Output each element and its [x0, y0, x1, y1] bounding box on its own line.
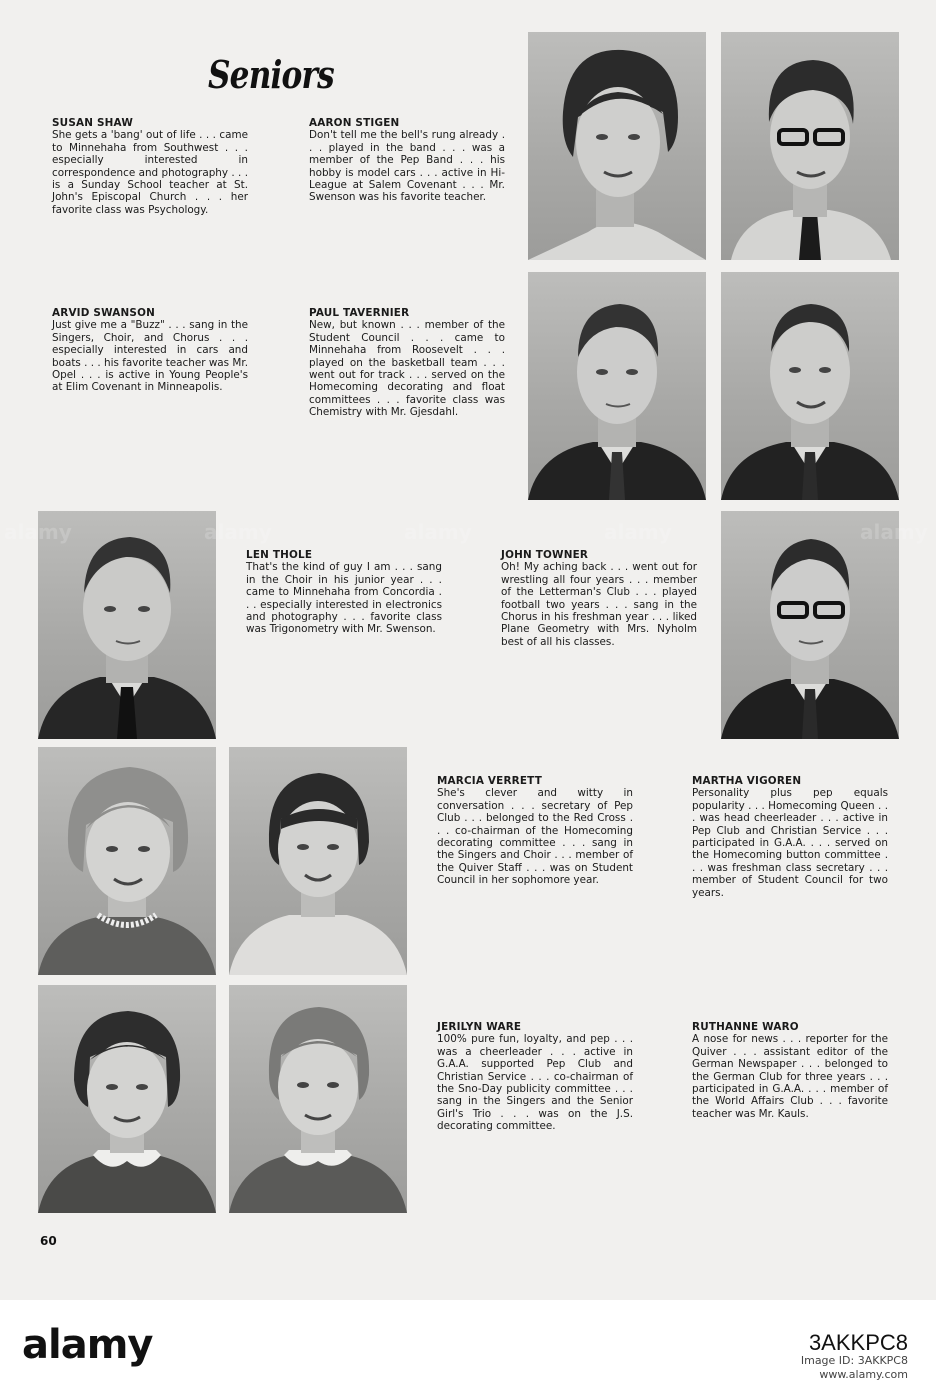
student-bio: Personality plus pep equals popularity . . . Homecoming Queen . . . was head cheerleader . . . active in Pep Club and Christian Service . . . participated in G.A.A. . . . served on the Homecoming button committee . . . was freshman class secretary . . . member of Student Council for two years.: [692, 787, 888, 899]
bio-paul-tavernier: [309, 307, 505, 419]
student-name: RUTHANNE WARO: [692, 1021, 799, 1033]
watermark-text: alamy: [604, 520, 672, 544]
bio-ruthanne-waro: [692, 1021, 888, 1120]
portrait-arvid-swanson: [528, 272, 706, 500]
portrait-len-thole: [38, 511, 216, 739]
portrait-john-towner: [721, 511, 899, 739]
page-number: 60: [40, 1234, 57, 1248]
student-bio: She gets a 'bang' out of life . . . came to Minnehaha from Southwest . . . especially interested in correspondence and photography . . . is a Sunday School teacher at St. John's Episcopal Church . . . her favorite class was Psychology.: [52, 129, 248, 216]
student-name: SUSAN SHAW: [52, 117, 133, 129]
portrait-martha-vigoren: [229, 747, 407, 975]
student-bio: Don't tell me the bell's rung already . . . played in the band . . . was a member of the Pep Band . . . his hobby is model cars . . . active in Hi-League at Salem Covenant . . . Mr. Swenson was his favorite teacher.: [309, 129, 505, 204]
portrait-ruthanne-waro: [229, 985, 407, 1213]
student-bio: Just give me a "Buzz" . . . sang in the Singers, Choir, and Chorus . . . especially interested in cars and boats . . . his favorite teacher was Mr. Opel . . . is active in Young People's at Elim Covenant in Minneapolis.: [52, 319, 248, 394]
image-id-label: Image ID: 3AKKPC8: [800, 1354, 908, 1367]
student-name: MARCIA VERRETT: [437, 775, 542, 787]
portrait-paul-tavernier: [721, 272, 899, 500]
bio-jerilyn-ware: [437, 1021, 633, 1133]
student-name: JERILYN WARE: [437, 1021, 522, 1033]
student-name: JOHN TOWNER: [501, 549, 589, 561]
watermark-text: alamy: [404, 520, 472, 544]
student-bio: Oh! My aching back . . . went out for wrestling all four years . . . member of the Letterman's Club . . . played football two years . . . sang in the Chorus in his freshman year . . . liked Plane Geometry with Mrs. Nyholm best of all his classes.: [501, 561, 697, 648]
page-title: Seniors: [208, 52, 334, 97]
bio-len-thole: [246, 549, 442, 636]
bio-john-towner: [501, 549, 697, 648]
portrait-susan-shaw: [528, 32, 706, 260]
site-url: www.alamy.com: [819, 1368, 908, 1381]
student-name: PAUL TAVERNIER: [309, 307, 410, 319]
student-bio: That's the kind of guy I am . . . sang in the Choir in his junior year . . . came to Minnehaha from Concordia . . . especially interested in electronics and photography . . . favorite class was Trigonometry with Mr. Swenson.: [246, 561, 442, 636]
student-name: LEN THOLE: [246, 549, 313, 561]
portrait-marcia-verrett: [38, 747, 216, 975]
alamy-logo: alamy: [22, 1322, 153, 1368]
student-bio: A nose for news . . . reporter for the Quiver . . . assistant editor of the German Newspaper . . . belonged to the German Club for three years . . . participated in G.A.A. . . . member of the World Affairs Club . . . favorite teacher was Mr. Kauls.: [692, 1033, 888, 1120]
bio-susan-shaw: [52, 117, 248, 216]
bio-martha-vigoren: [692, 775, 888, 899]
bio-arvid-swanson: [52, 307, 248, 394]
image-code: 3AKKPC8: [808, 1330, 908, 1355]
portrait-aaron-stigen: [721, 32, 899, 260]
student-name: AARON STIGEN: [309, 117, 400, 129]
student-name: MARTHA VIGOREN: [692, 775, 802, 787]
student-bio: 100% pure fun, loyalty, and pep . . . was a cheerleader . . . active in G.A.A. supported Pep Club and Christian Service . . . co-chairman of the Sno-Day publicity committee . . . sang in the Singers and the Senior Girl's Trio . . . was on the J.S. decorating committee.: [437, 1033, 633, 1133]
portrait-jerilyn-ware: [38, 985, 216, 1213]
bio-aaron-stigen: [309, 117, 505, 204]
bio-marcia-verrett: [437, 775, 633, 887]
stock-footer: [0, 1300, 936, 1390]
student-bio: She's clever and witty in conversation . . . secretary of Pep Club . . . belonged to the Red Cross . . . co-chairman of the Homecoming decorating committee . . . sang in the Singers and Choir . . . member of the Quiver Staff . . . was on Student Council in her sophomore year.: [437, 787, 633, 887]
student-bio: New, but known . . . member of the Student Council . . . came to Minnehaha from Roosevelt . . . played on the basketball team . . . went out for track . . . served on the Homecoming decorating and float committees . . . favorite class was Chemistry with Mr. Gjesdahl.: [309, 319, 505, 419]
student-name: ARVID SWANSON: [52, 307, 156, 319]
watermark-text: alamy: [204, 520, 272, 544]
